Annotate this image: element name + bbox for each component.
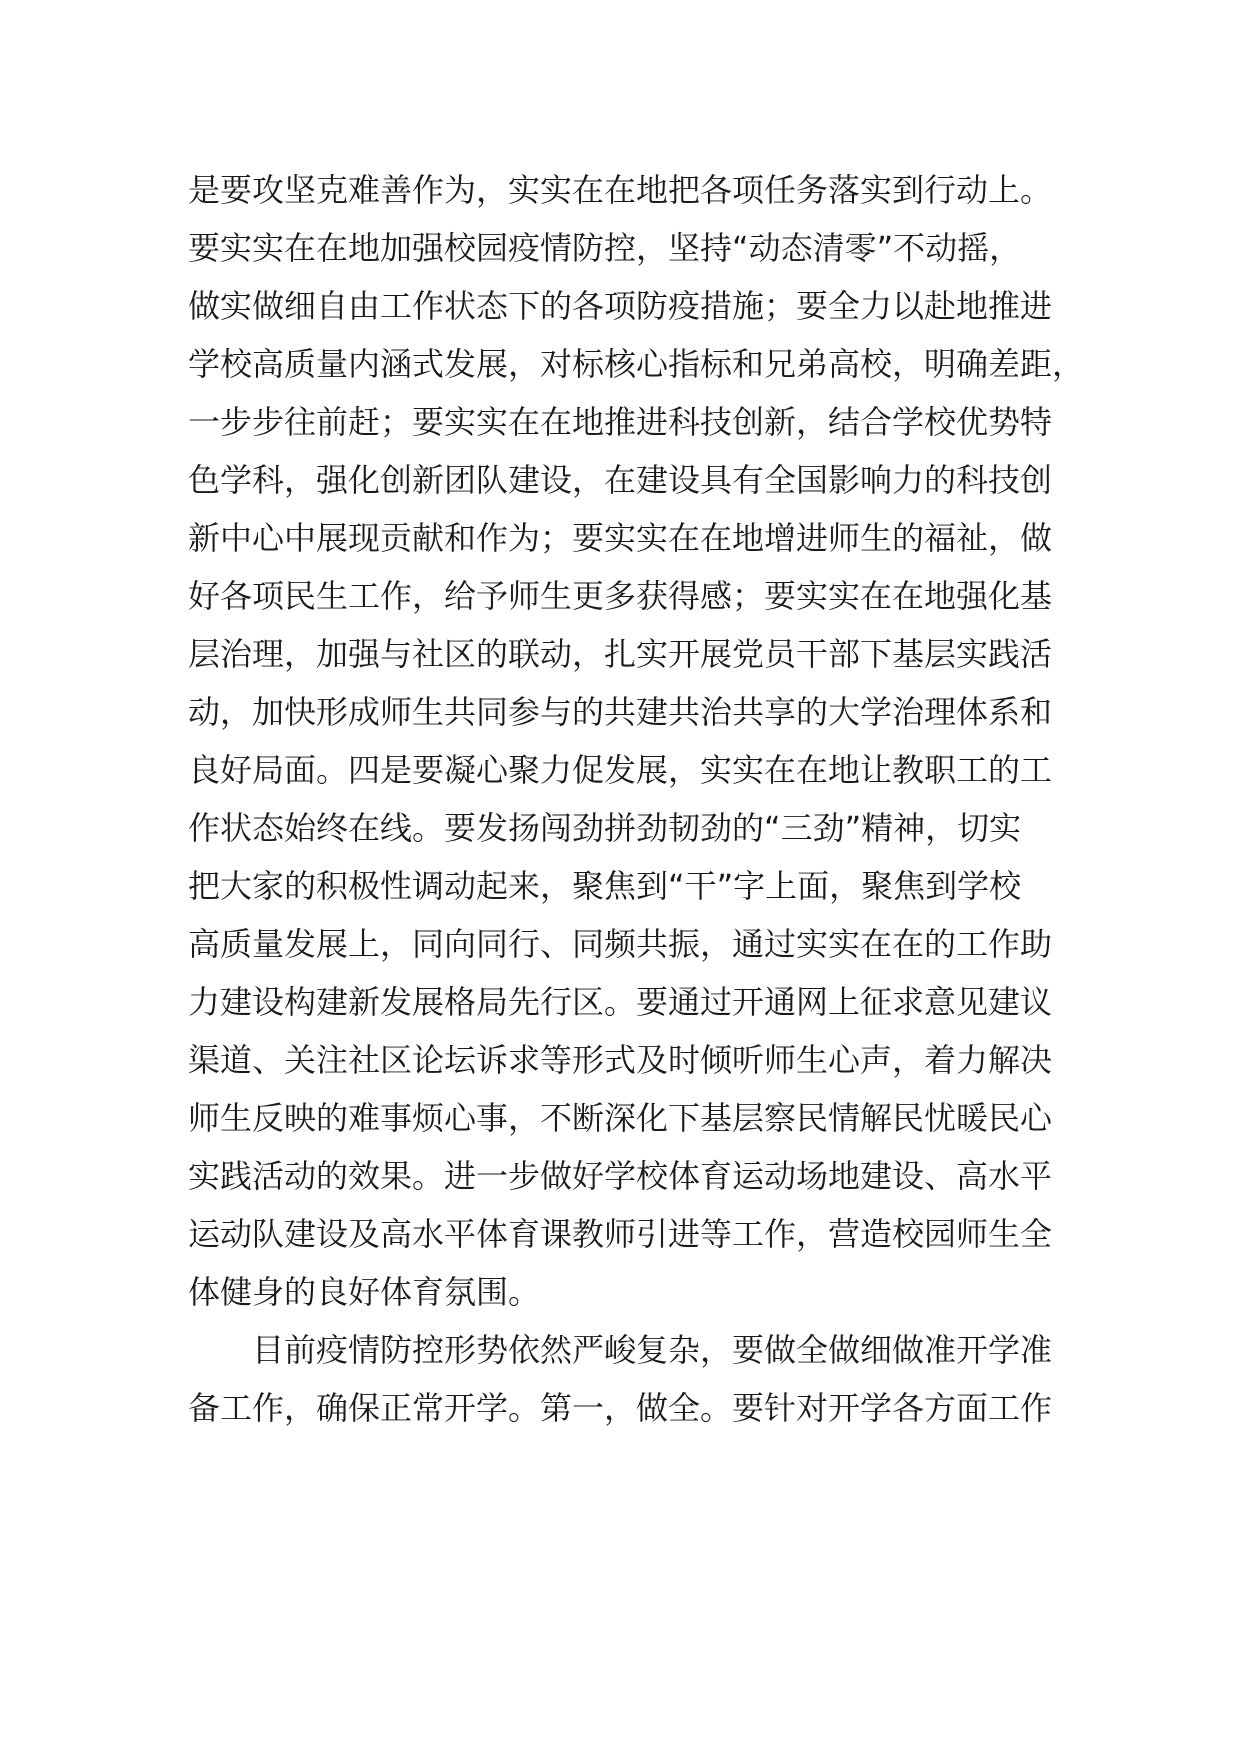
- text-line: 运动队建设及高水平体育课教师引进等工作，营造校园师生全: [188, 1215, 1053, 1253]
- text-line: 力建设构建新发展格局先行区。要通过开通网上征求意见建议: [188, 983, 1053, 1021]
- text-line: 良好局面。四是要凝心聚力促发展，实实在在地让教职工的工: [188, 751, 1053, 789]
- text-line: 学校高质量内涵式发展，对标核心指标和兄弟高校，明确差距，: [188, 345, 1085, 383]
- text-line: 实践活动的效果。进一步做好学校体育运动场地建设、高水平: [188, 1157, 1053, 1195]
- paragraph-first-line: 目前疫情防控形势依然严峻复杂，要做全做细做准开学准: [252, 1331, 1053, 1369]
- text-line: 好各项民生工作，给予师生更多获得感；要实实在在地强化基: [188, 577, 1053, 615]
- text-line: 渠道、关注社区论坛诉求等形式及时倾听师生心声，着力解决: [188, 1041, 1053, 1079]
- text-line: 高质量发展上，同向同行、同频共振，通过实实在在的工作助: [188, 925, 1053, 963]
- text-line: 层治理，加强与社区的联动，扎实开展党员干部下基层实践活: [188, 635, 1053, 673]
- text-line: 体健身的良好体育氛围。: [188, 1273, 541, 1311]
- text-line: 色学科，强化创新团队建设，在建设具有全国影响力的科技创: [188, 461, 1053, 499]
- text-line: 师生反映的难事烦心事，不断深化下基层察民情解民忧暖民心: [188, 1099, 1053, 1137]
- text-line: 作状态始终在线。要发扬闯劲拼劲韧劲的“三劲”精神，切实: [188, 809, 1022, 847]
- text-line: 动，加快形成师生共同参与的共建共治共享的大学治理体系和: [188, 693, 1053, 731]
- text-line: 备工作，确保正常开学。第一，做全。要针对开学各方面工作: [188, 1389, 1053, 1427]
- text-line: 要实实在在地加强校园疫情防控，坚持“动态清零”不动摇，: [188, 229, 1022, 267]
- text-line: 把大家的积极性调动起来，聚焦到“干”字上面，聚焦到学校: [188, 867, 1022, 905]
- text-line: 做实做细自由工作状态下的各项防疫措施；要全力以赴地推进: [188, 287, 1053, 325]
- text-line: 一步步往前赶；要实实在在地推进科技创新，结合学校优势特: [188, 403, 1053, 441]
- text-line: 新中心中展现贡献和作为；要实实在在地增进师生的福祉，做: [188, 519, 1053, 557]
- text-line: 是要攻坚克难善作为，实实在在地把各项任务落实到行动上。: [188, 171, 1053, 209]
